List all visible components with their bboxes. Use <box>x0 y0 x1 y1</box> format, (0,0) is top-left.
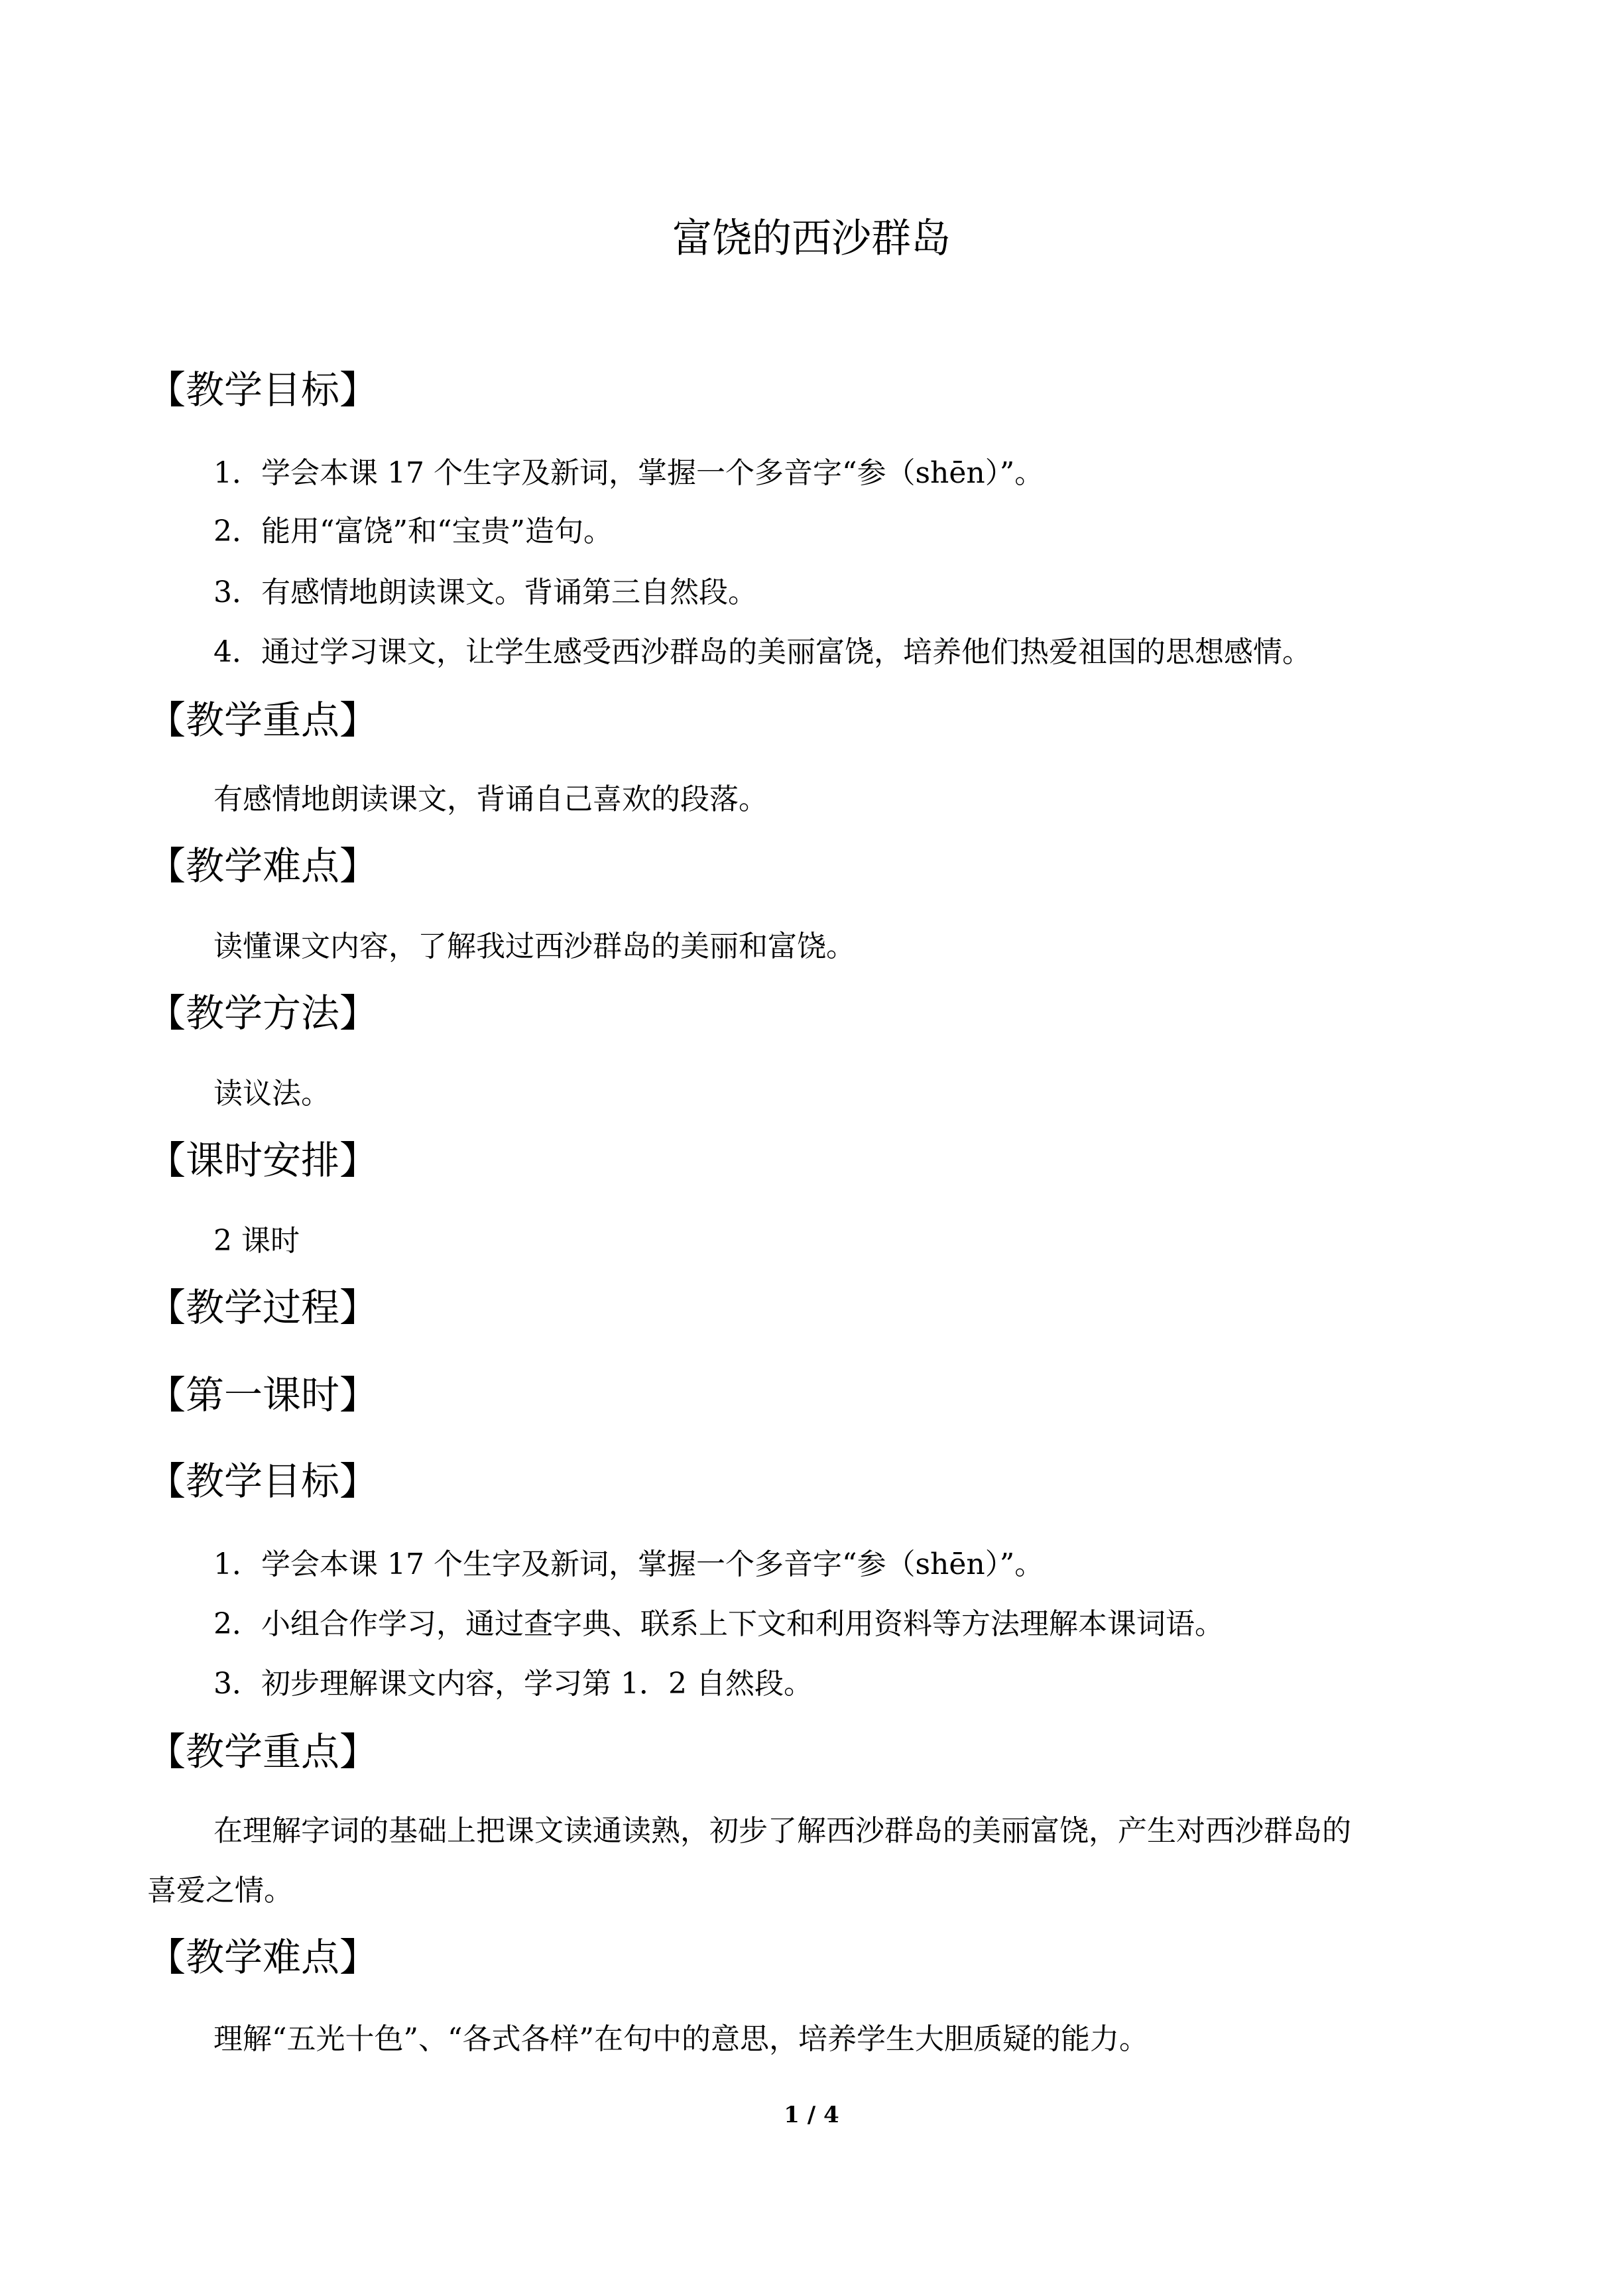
section-heading-teaching-objectives: 【教学目标】 <box>147 367 379 412</box>
lesson-key-points-text-continued: 喜爱之情。 <box>147 1874 293 1907</box>
section-heading-lesson-key-points: 【教学重点】 <box>147 1729 379 1774</box>
section-heading-process: 【教学过程】 <box>147 1285 379 1330</box>
section-heading-lesson-objectives: 【教学目标】 <box>147 1459 379 1504</box>
section-heading-key-points: 【教学重点】 <box>147 697 379 743</box>
document-title: 富饶的西沙群岛 <box>672 215 951 262</box>
lesson-objective-item: 1．学会本课 17 个生字及新词，掌握一个多音字“参（shēn）”。 <box>213 1547 1044 1581</box>
lesson-difficulties-text: 理解“五光十色”、“各式各样”在句中的意思，培养学生大胆质疑的能力。 <box>213 2022 1148 2056</box>
methods-text: 读议法。 <box>213 1077 330 1111</box>
section-heading-schedule: 【课时安排】 <box>147 1138 379 1183</box>
lesson-objective-item: 3．初步理解课文内容，学习第 1．2 自然段。 <box>213 1667 813 1701</box>
section-heading-difficulties: 【教学难点】 <box>147 843 379 888</box>
section-heading-lesson-difficulties: 【教学难点】 <box>147 1935 379 1980</box>
section-heading-first-lesson: 【第一课时】 <box>147 1372 379 1418</box>
objective-item: 4．通过学习课文，让学生感受西沙群岛的美丽富饶，培养他们热爱祖国的思想感情。 <box>213 635 1311 669</box>
schedule-text: 2 课时 <box>213 1224 300 1258</box>
section-heading-methods: 【教学方法】 <box>147 991 379 1036</box>
lesson-objective-item: 2．小组合作学习，通过查字典、联系上下文和利用资料等方法理解本课词语。 <box>213 1607 1224 1641</box>
lesson-key-points-text: 在理解字词的基础上把课文读通读熟，初步了解西沙群岛的美丽富饶，产生对西沙群岛的 <box>213 1814 1351 1848</box>
objective-item: 2．能用“富饶”和“宝贵”造句。 <box>213 514 613 548</box>
objective-item: 3．有感情地朗读课文。背诵第三自然段。 <box>213 575 757 609</box>
key-points-text: 有感情地朗读课文，背诵自己喜欢的段落。 <box>213 782 768 816</box>
page-number: 1 / 4 <box>784 2102 839 2128</box>
difficulties-text: 读懂课文内容，了解我过西沙群岛的美丽和富饶。 <box>213 930 855 963</box>
objective-item: 1．学会本课 17 个生字及新词，掌握一个多音字“参（shēn）”。 <box>213 456 1044 490</box>
